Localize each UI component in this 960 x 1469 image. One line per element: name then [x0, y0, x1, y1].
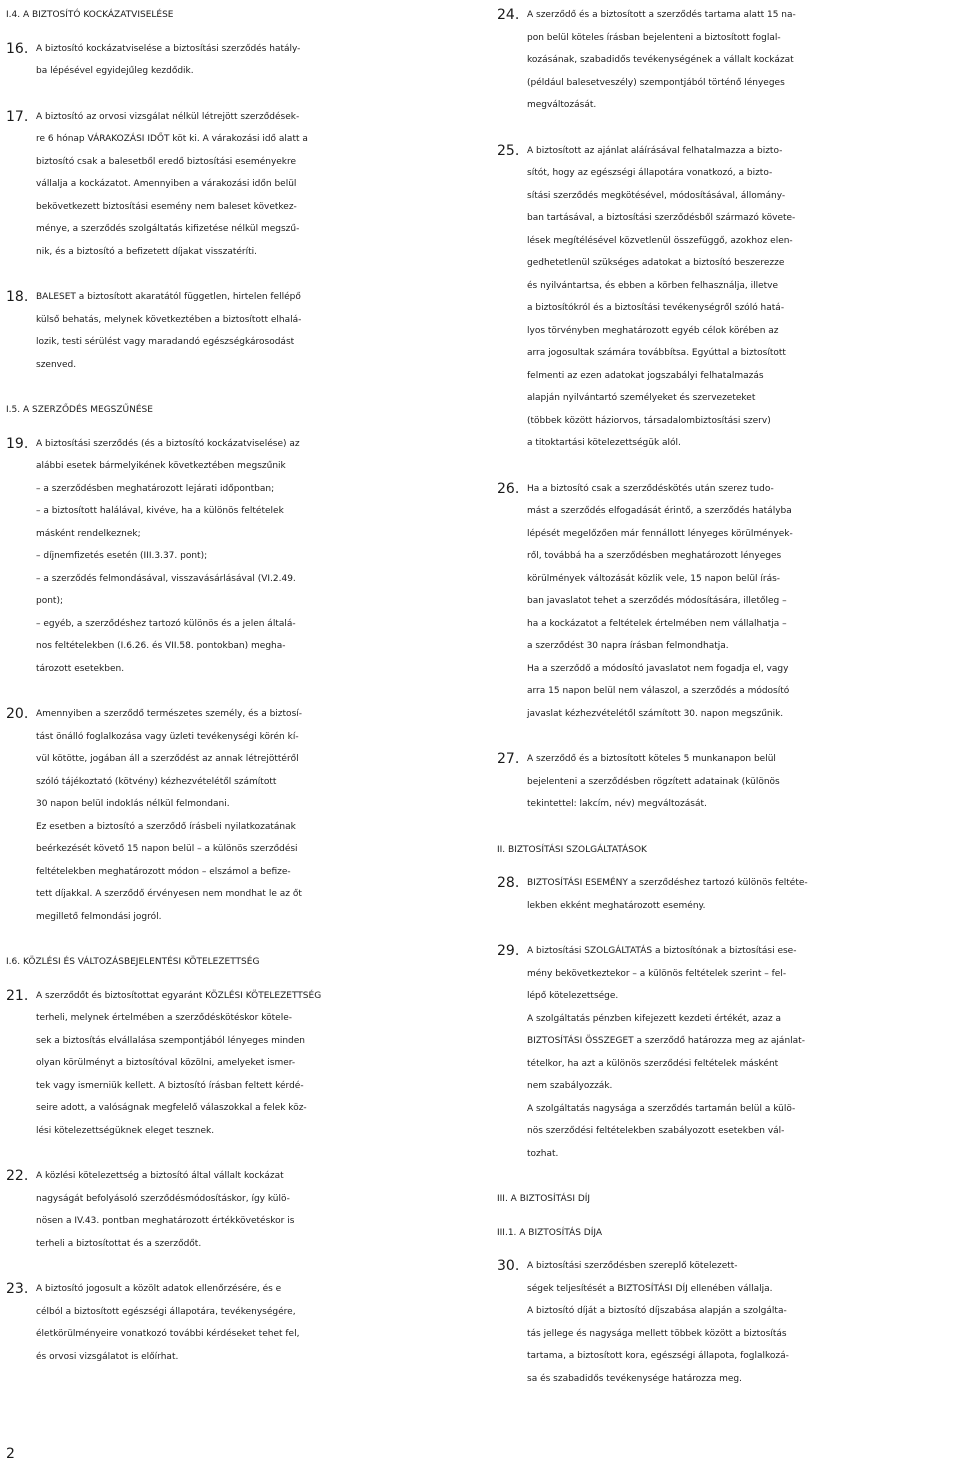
clause-line: arra 15 napon belül nem válaszol, a szerződés a módosító	[527, 686, 790, 696]
clause-line: A szerződőt és biztosítottat egyaránt KÖZLÉSI KÖTELEZETTSÉG	[36, 990, 322, 1001]
clause-line: életkörülményeire vonatkozó további kérdéseket tehet fel,	[36, 1329, 300, 1339]
clause-line: mény bekövetkeztekor – a különös feltételek szerint – fel-	[527, 968, 787, 979]
clause-line: a titoktartási kötelezettségük alól.	[527, 438, 681, 448]
clause	[6, 1165, 468, 1255]
clause-line: ségek teljesítését a BIZTOSÍTÁSI DÍJ ellenében vállalja.	[527, 1283, 773, 1294]
clause-number: 25.	[497, 142, 520, 159]
clause-number: 23.	[6, 1281, 29, 1297]
clause-line: gedhetetlenül szükséges adatokat a biztosító beszerezze	[527, 258, 785, 268]
clause-line: megillető felmondási jogról.	[36, 911, 162, 922]
clause-line: nösen a IV.43. pontban meghatározott értékkövetéskor is	[36, 1216, 295, 1226]
clause	[497, 1255, 959, 1390]
clause-line: pon belül köteles írásban bejelenteni a biztosított foglal-	[527, 32, 781, 43]
clause-line: nem szabályozzák.	[527, 1081, 613, 1091]
clause-line: A szolgáltatás pénzben kifejezett kezdeti értékét, azaz a	[527, 1013, 782, 1024]
clause-line: körülmények változását közlik vele, 15 napon belül írás-	[527, 573, 781, 584]
clause-line: alábbi esetek bármelyikének következtében megszűnik	[36, 461, 286, 471]
section-heading: III. A BIZTOSÍTÁSI DÍJ	[497, 1194, 591, 1204]
clause-line: felmenti az ezen adatokat jogszabályi felhatalmazás	[527, 370, 764, 381]
clause-line: – egyéb, a szerződéshez tartozó különös és a jelen általá-	[36, 618, 296, 629]
clause-line: feltételekben meghatározott módon – elszámol a befize-	[36, 866, 291, 877]
clause-number: 22.	[6, 1168, 29, 1184]
clause-line: tozhat.	[527, 1148, 559, 1159]
clause-line: lépését megelőzően már fennállott lényeges körülmények-	[527, 528, 793, 539]
clause	[497, 872, 959, 917]
clause-line: A biztosító díját a biztosító díjszabása alapján a szolgálta-	[527, 1306, 787, 1316]
clause-line: A biztosítási SZOLGÁLTATÁS a biztosítónak a biztosítási ese-	[527, 946, 797, 956]
clause-line: lyos törvényben meghatározott egyéb célok körében az	[527, 325, 779, 336]
clause-line: Ez esetben a biztosító a szerződő írásbeli nyilatkozatának	[36, 821, 296, 832]
clause-line: A biztosítási szerződésben szereplő kötelezett-	[527, 1261, 738, 1271]
clause-line: (többek között háziorvos, társadalombiztosítási szerv)	[527, 415, 771, 426]
clause-line: arra jogosultak számára továbbítsa. Egyúttal a biztosított	[527, 348, 786, 358]
clause	[497, 140, 959, 455]
clause-line: nös szerződési feltételekben szabályozott esetekben vál-	[527, 1126, 785, 1136]
clause	[6, 985, 468, 1143]
clause-line: – díjnemfizetés esetén (III.3.37. pont);	[36, 551, 208, 561]
clause-line: megváltozását.	[527, 100, 597, 110]
clause-line: ban javaslatot tehet a szerződés módosítására, illetőleg –	[527, 596, 787, 606]
clause-number: 21.	[6, 987, 29, 1004]
clause-line: A biztosító jogosult a közölt adatok ellenőrzésére, és e	[36, 1284, 282, 1294]
clause-line: ban tartásával, a biztosítási szerződésből származó követe-	[527, 213, 796, 223]
clause-line: másként rendelkeznek;	[36, 528, 141, 539]
clause-line: javaslat kézhezvételétől számított 30. napon megszűnik.	[527, 708, 784, 719]
clause-line: a biztosítókról és a biztosítási tevékenységről szóló hatá-	[527, 303, 785, 313]
clause-line: vállalja a kockázatot. Amennyiben a várakozási időn belül	[36, 179, 297, 189]
clause	[6, 1278, 468, 1368]
clause-line: szenved.	[36, 359, 77, 370]
section-heading: I.4. A BIZTOSÍTÓ KOCKÁZATVISELÉSE	[6, 10, 174, 20]
clause-line: alapján nyilvántartó személyeket és szervezeteket	[527, 393, 756, 403]
section-heading: III.1. A BIZTOSÍTÁS DÍJA	[497, 1227, 602, 1238]
clause-line: sítót, hogy az egészségi állapotára vonatkozó, a bizto-	[527, 168, 773, 178]
clause-line: célból a biztosított egészségi állapotára, tevékenységére,	[36, 1306, 296, 1317]
page-number: 2	[6, 1446, 15, 1462]
clause-line: A szerződő és a biztosított köteles 5 munkanapon belül	[527, 754, 776, 764]
clause-number: 30.	[497, 1258, 520, 1274]
clause-line: – a biztosított halálával, kivéve, ha a különös feltételek	[36, 506, 284, 516]
clause	[497, 478, 959, 726]
right-column	[497, 4, 959, 1413]
clause-line: BALESET a biztosított akaratától független, hirtelen fellépő	[36, 292, 301, 302]
clause-line: és nyilvántartsa, és ebben a körben felhasználja, illetve	[527, 280, 779, 291]
clause-line: tek vagy ismerniük kellett. A biztosító írásban feltett kérdé-	[36, 1080, 304, 1091]
clause-line: tett díjakkal. A szerződő érvényesen nem mondhat le az őt	[36, 889, 302, 899]
clause-line: lekben ekként meghatározott esemény.	[527, 900, 706, 911]
clause-line: tást önálló foglalkozása vagy üzleti tevékenységi körén kí-	[36, 731, 299, 742]
clause-line: tás jellege és nagysága mellett többek között a biztosítás	[527, 1328, 787, 1339]
clause-line: bekövetkezett biztosítási esemény nem baleset következ-	[36, 201, 297, 212]
clause-line: kozásának, szabadidős tevékenységének a vállalt kockázat	[527, 55, 794, 65]
clause-line: lozik, testi sérülést vagy maradandó egészségkárosodást	[36, 337, 295, 347]
clause-line: lések megítélésével közvetlenül összefüggő, azokhoz elen-	[527, 235, 793, 246]
clause-line: beérkezését követő 15 napon belül – a különös szerződési	[36, 844, 298, 854]
clause-number: 26.	[497, 480, 520, 497]
clause-line: – a szerződésben meghatározott lejárati időpontban;	[36, 483, 275, 494]
clause-line: A biztosító az orvosi vizsgálat nélkül létrejött szerződések-	[36, 111, 300, 122]
clause-line: terheli, melynek értelmében a szerződéskötéskor kötele-	[36, 1013, 292, 1023]
clause	[497, 748, 959, 816]
clause-line: BIZTOSÍTÁSI ESEMÉNY a szerződéshez tartozó különös feltéte-	[527, 878, 808, 888]
clause-number: 20.	[6, 706, 29, 722]
clause-number: 16.	[6, 40, 29, 57]
clause	[6, 106, 468, 264]
clause-line: mást a szerződés elfogadását érintő, a szerződés hatályba	[527, 506, 792, 516]
clause-line: A biztosítási szerződés (és a biztosító kockázatviselése) az	[36, 438, 300, 449]
clause-number: 24.	[497, 7, 520, 23]
section-heading: I.5. A SZERZŐDÉS MEGSZŰNÉSE	[6, 405, 153, 415]
clause-line: vül kötötte, jogában áll a szerződést az annak létrejöttéről	[36, 754, 299, 764]
section-heading: I.6. KÖZLÉSI ÉS VÁLTOZÁSBEJELENTÉSI KÖTELEZETTSÉG	[6, 957, 260, 967]
clause-line: seire adott, a valóságnak megfelelő válaszokkal a felek köz-	[36, 1103, 307, 1113]
clause-line: A biztosított az ajánlat aláírásával felhatalmazza a bizto-	[527, 145, 783, 156]
clause-line: a szerződést 30 napra írásban felmondhatja.	[527, 641, 729, 651]
clause	[497, 4, 959, 117]
left-column	[6, 4, 468, 1391]
section-heading: II. BIZTOSÍTÁSI SZOLGÁLTATÁSOK	[497, 844, 647, 855]
clause-line: terheli a biztosítottat és a szerződőt.	[36, 1238, 202, 1249]
clause-line: sek a biztosítás elvállalása szempontjából lényeges minden	[36, 1035, 306, 1046]
clause-line: lési kötelezettségüknek eleget tesznek.	[36, 1125, 215, 1136]
clause-number: 29.	[497, 943, 520, 959]
clause	[6, 703, 468, 928]
clause-line: olyan körülményt a biztosítóval közölni, amelyeket ismer-	[36, 1058, 296, 1068]
clause-line: A szolgáltatás nagysága a szerződés tartamán belül a külö-	[527, 1103, 796, 1114]
clause-number: 19.	[6, 435, 29, 452]
clause-line: A szerződő és a biztosított a szerződés tartama alatt 15 na-	[527, 10, 796, 20]
clause-line: ba lépésével egyidejűleg kezdődik.	[36, 66, 194, 76]
clause-line: nos feltételekben (I.6.26. és VII.58. pontokban) megha-	[36, 641, 286, 651]
clause	[6, 38, 468, 83]
clause-line: tartama, a biztosított kora, egészségi állapota, foglalkozá-	[527, 1351, 789, 1361]
clause-line: tekintettel: lakcím, név) megváltozását.	[527, 799, 707, 809]
clause-line: bejelenteni a szerződésben rögzített adatainak (különös	[527, 776, 780, 787]
clause-line: lépő kötelezettsége.	[527, 991, 619, 1001]
clause-line: és orvosi vizsgálatot is előírhat.	[36, 1351, 179, 1362]
clause-line: Amennyiben a szerződő természetes személy, és a biztosí-	[36, 709, 303, 719]
clause-line: – a szerződés felmondásával, visszavásárlásával (VI.2.49.	[36, 573, 296, 584]
clause-line: sa és szabadidős tevékenysége határozza meg.	[527, 1373, 742, 1384]
clause-line: pont);	[36, 596, 63, 606]
clause-line: biztosító csak a balesetből eredő biztosítási eseményekre	[36, 156, 297, 167]
clause-line: ménye, a szerződés szolgáltatás kifizetése nélkül megszű-	[36, 224, 300, 234]
clause	[6, 286, 468, 376]
clause-number: 27.	[497, 751, 520, 767]
clause-line: Ha a biztosító csak a szerződéskötés után szerez tudo-	[527, 483, 774, 494]
clause-line: BIZTOSÍTÁSI ÖSSZEGET a szerződő határozza meg az ajánlat-	[527, 1036, 805, 1046]
clause	[6, 433, 468, 681]
clause-line: tételkor, ha azt a különös szerződési feltételek másként	[527, 1058, 779, 1069]
clause-number: 17.	[6, 108, 29, 125]
clause-line: ha a kockázatot a feltételek értelmében nem vállalhatja –	[527, 618, 787, 629]
clause-number: 18.	[6, 289, 29, 305]
clause-line: nik, és a biztosító a befizetett díjakat visszatéríti.	[36, 246, 257, 257]
clause-line: sítási szerződés megkötésével, módosításával, állomány-	[527, 190, 786, 201]
clause-line: szóló tájékoztató (kötvény) kézhezvételétől számított	[36, 776, 277, 787]
clause-line: külső behatás, melynek következtében a biztosított elhalá-	[36, 314, 302, 325]
clause-line: Ha a szerződő a módosító javaslatot nem fogadja el, vagy	[527, 663, 789, 674]
clause-line: (például balesetveszély) szempontjából történő lényeges	[527, 77, 785, 88]
clause-number: 28.	[497, 875, 520, 891]
clause-line: ről, továbbá ha a szerződésben meghatározott lényeges	[527, 551, 782, 561]
clause-line: 30 napon belül indoklás nélkül felmondani.	[36, 799, 230, 809]
clause-line: A közlési kötelezettség a biztosító által vállalt kockázat	[36, 1171, 284, 1181]
clause-line: nagyságát befolyásoló szerződésmódosításkor, így külö-	[36, 1193, 290, 1204]
clause-line: tározott esetekben.	[36, 663, 125, 674]
clause-line: A biztosító kockázatviselése a biztosítási szerződés hatály-	[36, 43, 301, 54]
clause	[497, 940, 959, 1165]
clause-line: re 6 hónap VÁRAKOZÁSI IDŐT köt ki. A várakozási idő alatt a	[36, 134, 308, 144]
